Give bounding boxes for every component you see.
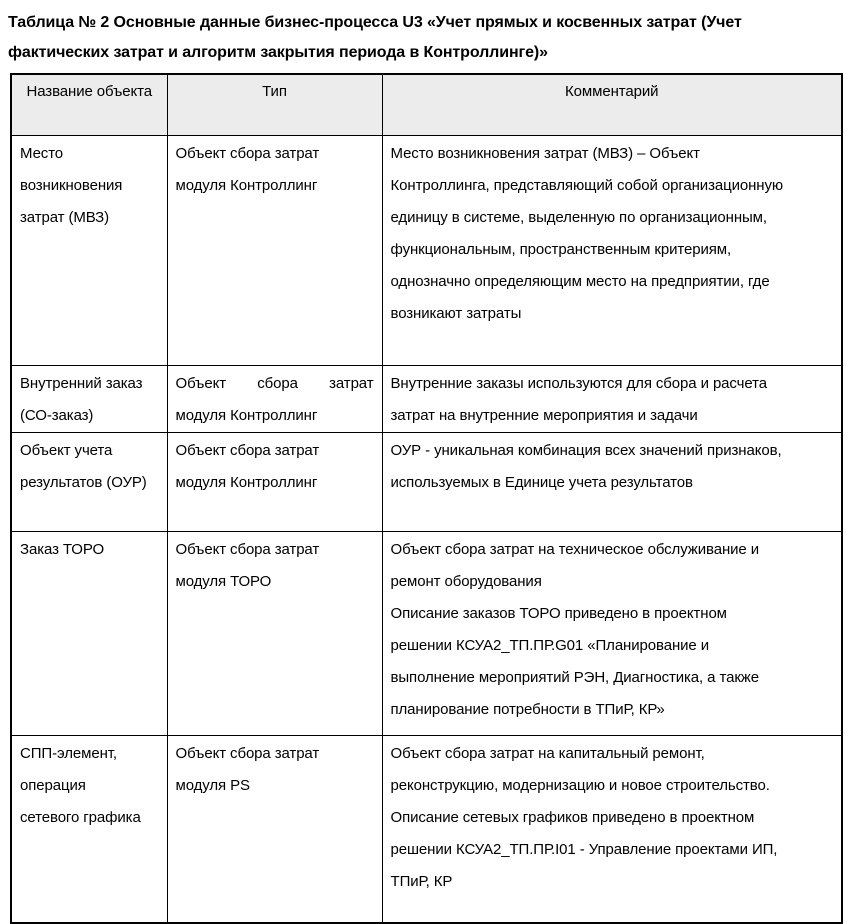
cell-object-type: Объект сбора затрат модуля Контроллинг [167, 432, 382, 531]
comment-paragraph: Внутренние заказы используются для сбора и расчета затрат на внутренние мероприятия и задачи [390, 374, 767, 424]
table-row [11, 135, 842, 365]
cell-comment [382, 135, 842, 365]
cell-object-type: Объект сбора затрат модуля PS [167, 735, 382, 923]
table-row [11, 735, 842, 923]
comment-paragraph: ОУР - уникальная комбинация всех значений признаков, используемых в Единице учета результатов [390, 441, 782, 491]
cell-object-type: Объект сбора затрат модуля Контроллинг [167, 365, 382, 432]
comment-paragraph: Объект сбора затрат на техническое обслуживание и ремонт оборудования [390, 540, 759, 590]
cell-object-name: Внутренний заказ (СО-заказ) [11, 365, 167, 432]
cell-comment [382, 365, 842, 432]
comment-paragraph: Объект сбора затрат на капитальный ремонт, реконструкцию, модернизацию и новое строительство. [390, 744, 770, 794]
cell-object-type: Объект сбора затрат модуля Контроллинг [167, 135, 382, 365]
column-header-object-name: Название объекта [11, 74, 167, 135]
cell-object-name: Заказ ТОРО [11, 531, 167, 735]
cell-object-name: Место возникновения затрат (МВЗ) [11, 135, 167, 365]
table-row [11, 432, 842, 531]
comment-paragraph: Место возникновения затрат (МВЗ) – Объект Контроллинга, представляющий собой организационную единицу в системе, выделенную по организационным, функциональным, пространственным критериям, однозначно определяющим место на предприятии, где возникают затраты [390, 144, 784, 322]
table-row [11, 531, 842, 735]
table-row [11, 365, 842, 432]
cell-comment [382, 531, 842, 735]
comment-paragraph: Описание заказов ТОРО приведено в проектном решении КСУА2_ТП.ПР.G01 «Планирование и выполнение мероприятий РЭН, Диагностика, а также планирование потребности в ТПиР, КР» [390, 604, 759, 718]
cell-comment [382, 735, 842, 923]
cell-object-name: Объект учета результатов (ОУР) [11, 432, 167, 531]
table-header-row [11, 74, 842, 135]
cell-comment [382, 432, 842, 531]
column-header-comment: Комментарий [382, 74, 842, 135]
comment-paragraph: Описание сетевых графиков приведено в проектном решении КСУА2_ТП.ПР.I01 - Управление проектами ИП, ТПиР, КР [390, 808, 778, 890]
data-table [10, 73, 843, 924]
cell-object-name: СПП-элемент, операция сетевого графика [11, 735, 167, 923]
cell-object-type: Объект сбора затрат модуля ТОРО [167, 531, 382, 735]
column-header-type: Тип [167, 74, 382, 135]
table-caption: Таблица № 2 Основные данные бизнес-процесса U3 «Учет прямых и косвенных затрат (Учет фактических затрат и алгоритм закрытия периода в Контроллинге)» [8, 14, 742, 61]
